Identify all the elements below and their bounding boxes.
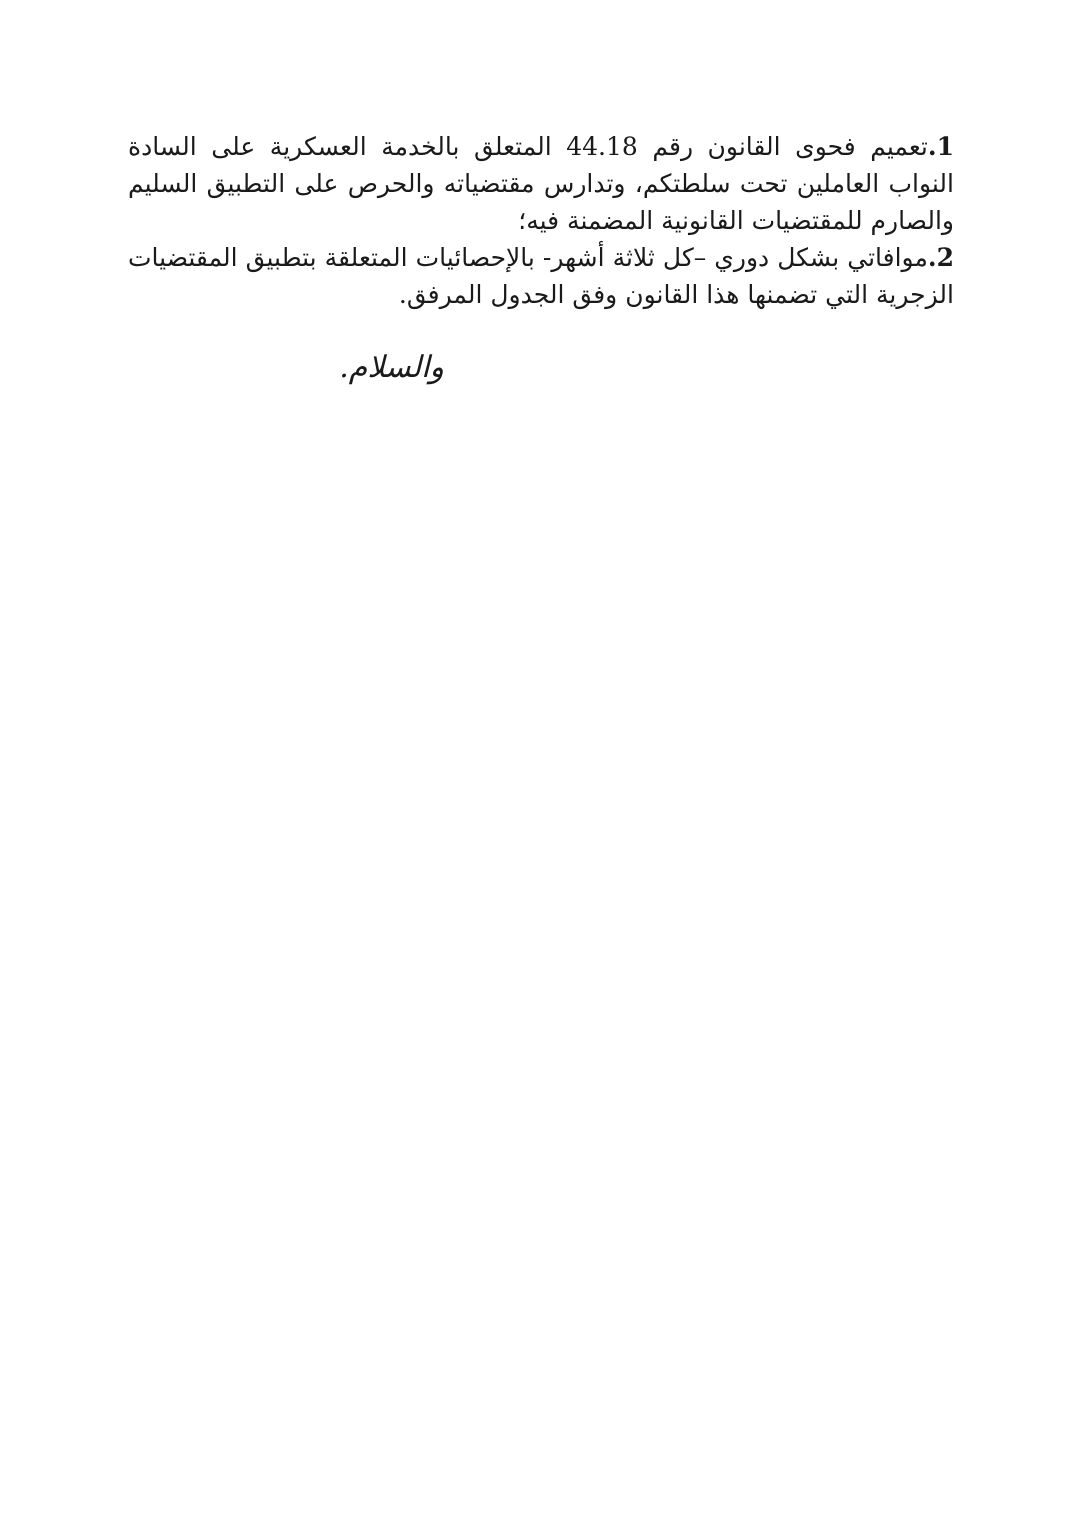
list-item [128, 128, 954, 239]
item-text: موافاتي بشكل دوري –كل ثلاثة أشهر- بالإحصائيات المتعلقة بتطبيق المقتضيات الزجرية التي تضمنها هذا القانون وفق الجدول المرفق. [128, 243, 954, 309]
closing-salutation: والسلام. [339, 350, 444, 385]
item-text: تعميم فحوى القانون رقم 44.18 المتعلق بالخدمة العسكرية على السادة النواب العاملين تحت سلطتكم، وتدارس مقتضياته والحرص على التطبيق السليم والصارم للمقتضيات القانونية المضمنة فيه؛ [128, 132, 954, 235]
document-body [128, 128, 954, 313]
item-number: 2. [927, 243, 954, 272]
list-item [128, 239, 954, 313]
item-number: 1. [927, 132, 954, 161]
